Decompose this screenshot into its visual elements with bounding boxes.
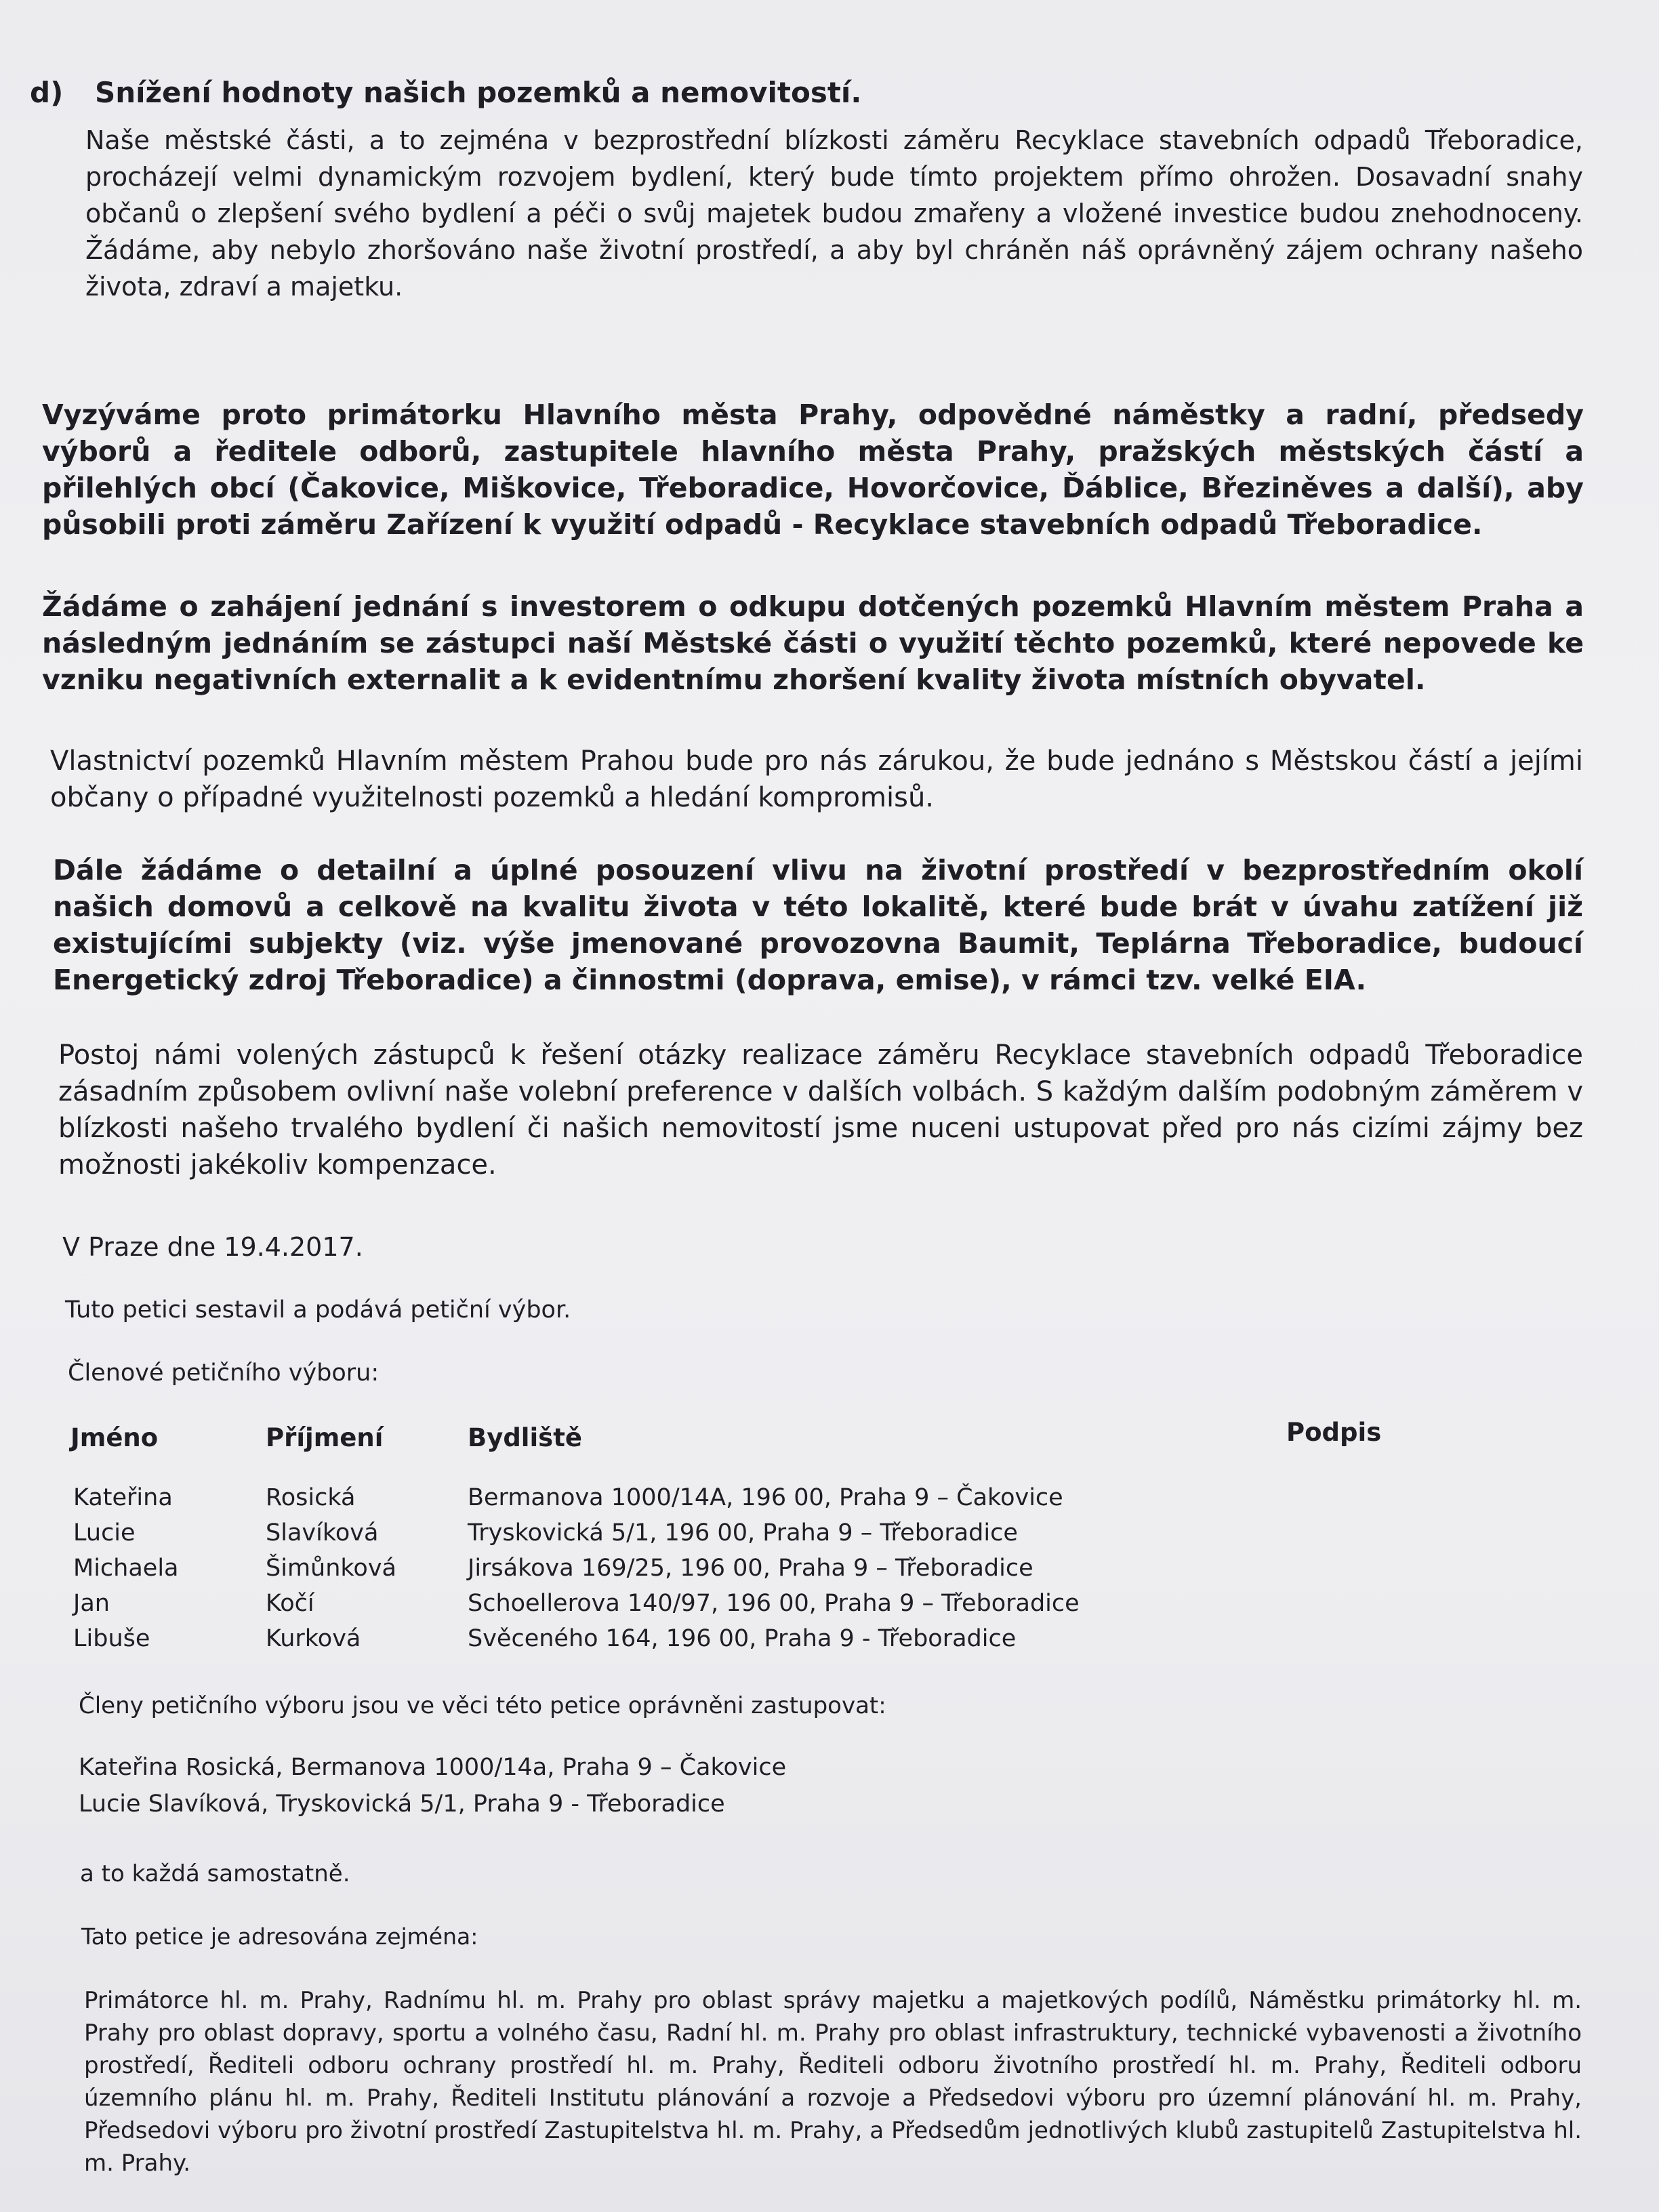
column-header-address: Bydliště	[468, 1423, 582, 1452]
member-name: Jan	[73, 1590, 110, 1617]
member-surname: Šimůnková	[266, 1555, 396, 1582]
authorized-heading: Členy petičního výboru jsou ve věci této petice oprávněni zastupovat:	[79, 1692, 886, 1719]
section-d-text: Naše městské části, a to zejména v bezprostřední blízkosti záměru Recyklace stavebních odpadů Třeboradice, procházejí velmi dynamickým rozvojem bydlení, který bude tímto projektem přímo ohrožen. Dosavadní snahy občanů o zlepšení svého bydlení a péči o svůj majetek budou zmařeny a vložené investice budou znehodnoceny. Žádáme, aby nebylo zhoršováno naše životní prostředí, a aby byl chráněn náš oprávněný zájem ochrany našeho života, zdraví a majetku.	[85, 125, 1583, 302]
member-surname: Slavíková	[266, 1519, 379, 1547]
stance-paragraph: Postoj námi volených zástupců k řešení otázky realizace záměru Recyklace stavebních odpadů Třeboradice zásadním způsobem ovlivní naše volební preference v dalších volbách. S každým dalším podobným záměrem v blízkosti našeho trvalého bydlení či našich nemovitostí jsme nuceni ustupovat před pro nás cizími zájmy bez možnosti jakékoliv kompenzace.	[58, 1040, 1583, 1181]
member-name: Libuše	[73, 1625, 150, 1652]
column-header-signature: Podpis	[1286, 1418, 1382, 1447]
call-to-action-paragraph: Vyzýváme proto primátorku Hlavního města Prahy, odpovědné náměstky a radní, předsedy výborů a ředitele odborů, zastupitele hlavního města Prahy, pražských městských částí a přilehlých obcí (Čakovice, Miškovice, Třeboradice, Hovorčovice, Ďáblice, Březiněves a další), aby působili proti záměru Zařízení k využití odpadů - Recyklace stavebních odpadů Třeboradice.	[42, 398, 1584, 541]
member-surname: Kočí	[266, 1590, 314, 1617]
recipients-paragraph: Primátorce hl. m. Prahy, Radnímu hl. m. Prahy pro oblast správy majetku a majetkových podílů, Náměstku primátorky hl. m. Prahy pro oblast dopravy, sportu a volného času, Radní hl. m. Prahy pro oblast infrastruktury, technické vybavenosti a životního prostředí, Řediteli odboru ochrany prostředí hl. m. Prahy, Řediteli odboru životního prostředí hl. m. Prahy, Řediteli odboru územního plánu hl. m. Prahy, Řediteli Institutu plánování a rozvoje a Předsedovi výboru pro územní plánování hl. m. Prahy, Předsedovi výboru pro životní prostředí Zastupitelstva hl. m. Prahy, a Předsedům jednotlivých klubů zastupitelů Zastupitelstva hl. m. Prahy.	[84, 1987, 1582, 2177]
ownership-paragraph: Vlastnictví pozemků Hlavním městem Prahou bude pro nás zárukou, že bude jednáno s Městskou částí a jejími občany o případné využitelnosti pozemků a hledání kompromisů.	[50, 745, 1583, 813]
member-name: Lucie	[73, 1519, 136, 1547]
member-address: Tryskovická 5/1, 196 00, Praha 9 – Třeboradice	[468, 1519, 1018, 1547]
column-header-name: Jméno	[70, 1423, 159, 1452]
author-line: Tuto petici sestavil a podává petiční výbor.	[65, 1296, 571, 1324]
addressed-heading: Tato petice je adresována zejména:	[81, 1923, 478, 1950]
section-heading	[30, 76, 861, 109]
column-header-surname: Příjmení	[266, 1423, 384, 1452]
section-marker: d)	[30, 76, 64, 109]
member-address: Schoellerova 140/97, 196 00, Praha 9 – Třeboradice	[468, 1590, 1080, 1617]
representative-line: Kateřina Rosická, Bermanova 1000/14a, Praha 9 – Čakovice	[79, 1754, 787, 1781]
member-surname: Kurková	[266, 1625, 361, 1652]
member-address: Jirsákova 169/25, 196 00, Praha 9 – Třeboradice	[468, 1555, 1033, 1582]
member-name: Kateřina	[73, 1484, 173, 1511]
member-name: Michaela	[73, 1555, 179, 1582]
member-surname: Rosická	[266, 1484, 356, 1511]
members-heading: Členové petičního výboru:	[68, 1359, 380, 1387]
representative-line: Lucie Slavíková, Tryskovická 5/1, Praha 9 - Třeboradice	[79, 1790, 725, 1818]
purchase-request-paragraph: Žádáme o zahájení jednání s investorem o odkupu dotčených pozemků Hlavním městem Praha a následným jednáním se zástupci naší Městské části o využití těchto pozemků, které nepovede ke vzniku negativních externalit a k evidentnímu zhoršení kvality života místních obyvatel.	[42, 590, 1584, 696]
eia-request-paragraph: Dále žádáme o detailní a úplné posouzení vlivu na životní prostředí v bezprostředním okolí našich domovů a celkově na kvalitu života v této lokalitě, které bude brát v úvahu zatížení již existujícími subjekty (viz. výše jmenované provozovna Baumit, Teplárna Třeboradice, budoucí Energetický zdroj Třeboradice) a činnostmi (doprava, emise), v rámci tzv. velké EIA.	[53, 854, 1583, 996]
each-independently-line: a to každá samostatně.	[80, 1860, 350, 1887]
date-line: V Praze dne 19.4.2017.	[62, 1232, 363, 1262]
member-address: Svěceného 164, 196 00, Praha 9 - Třeboradice	[468, 1625, 1017, 1652]
member-address: Bermanova 1000/14A, 196 00, Praha 9 – Čakovice	[468, 1484, 1063, 1511]
section-title: Snížení hodnoty našich pozemků a nemovitostí.	[95, 76, 862, 109]
